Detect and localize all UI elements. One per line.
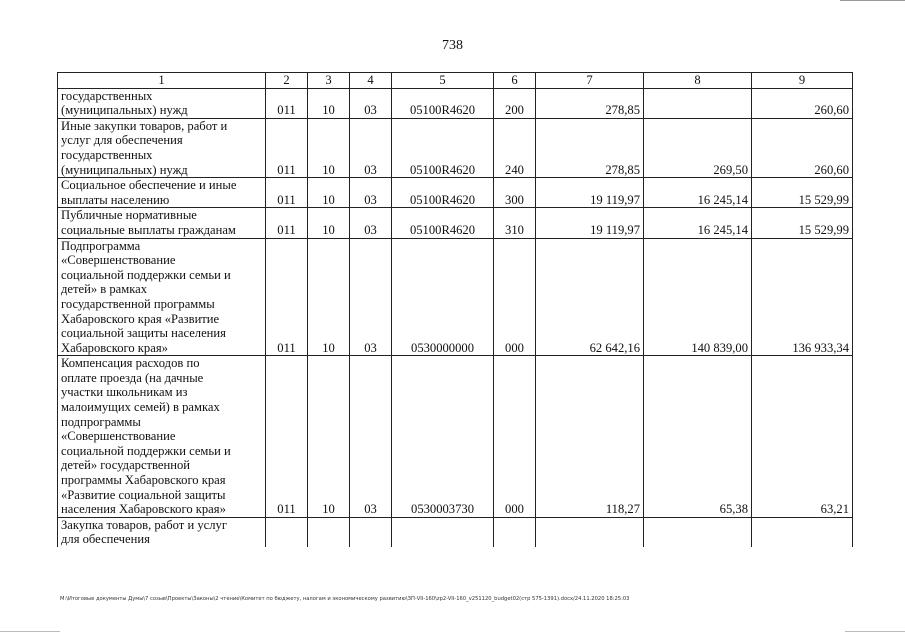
row-name-line: Социальное обеспечение и иные xyxy=(61,178,237,193)
cell-col-5: 05100R4620 xyxy=(392,88,494,118)
row-name-line: населения Хабаровского края» xyxy=(61,502,226,517)
cell-col-3: 10 xyxy=(308,88,350,118)
cell-col-9: 15 529,99 xyxy=(752,208,853,238)
cell-col-7: 19 119,97 xyxy=(536,178,644,208)
cell-col-8: 16 245,14 xyxy=(644,178,752,208)
table-row xyxy=(58,208,853,238)
table-row xyxy=(58,517,853,547)
row-name-line: (муниципальных) нужд xyxy=(61,103,188,118)
row-name-line: социальной поддержки семьи и xyxy=(61,267,231,282)
row-name-line: государственных xyxy=(61,147,153,162)
cell-col-8: 140 839,00 xyxy=(644,238,752,356)
cell-col-9 xyxy=(752,517,853,547)
table-row xyxy=(58,356,853,518)
row-name-line: выплаты населению xyxy=(61,192,170,207)
cell-col-3: 10 xyxy=(308,208,350,238)
row-name-line: участки школьникам из xyxy=(61,385,188,400)
column-header-2: 2 xyxy=(266,73,308,89)
row-name-line: Публичные нормативные xyxy=(61,208,197,223)
bottom-edge-rule-left xyxy=(0,631,60,632)
row-name-line: детей» в рамках xyxy=(61,282,148,297)
cell-col-9: 63,21 xyxy=(752,356,853,518)
cell-col-8: 65,38 xyxy=(644,356,752,518)
cell-col-8 xyxy=(644,517,752,547)
cell-col-4: 03 xyxy=(350,178,392,208)
column-number-row xyxy=(58,73,853,89)
cell-col-7: 118,27 xyxy=(536,356,644,518)
column-header-3: 3 xyxy=(308,73,350,89)
table-row xyxy=(58,238,853,356)
top-edge-rule xyxy=(840,0,905,1)
cell-col-6: 300 xyxy=(494,178,536,208)
cell-col-4: 03 xyxy=(350,238,392,356)
row-name-line: государственных xyxy=(61,88,153,103)
column-header-8: 8 xyxy=(644,73,752,89)
row-name-line: Иные закупки товаров, работ и xyxy=(61,118,228,133)
column-header-7: 7 xyxy=(536,73,644,89)
cell-col-9: 260,60 xyxy=(752,118,853,177)
row-name-line: оплате проезда (на дачные xyxy=(61,370,204,385)
cell-col-7: 62 642,16 xyxy=(536,238,644,356)
cell-col-8 xyxy=(644,88,752,118)
table-row xyxy=(58,88,853,118)
cell-col-3: 10 xyxy=(308,178,350,208)
row-name-cell xyxy=(58,356,266,518)
document-path-footer: М:\Итоговые документы Думы\7 созыв\Проекты\Законы\2 чтение\Комитет по бюджету, налогам и экономическому развитию\ЗП-VII-160\zp2-VII-160_v251120_budget02(стр 575-1391).docx/24.11.2020 18:25:03 xyxy=(60,596,630,602)
cell-col-9: 136 933,34 xyxy=(752,238,853,356)
row-name-line: подпрограммы xyxy=(61,414,141,429)
cell-col-9: 15 529,99 xyxy=(752,178,853,208)
row-name-line: Хабаровского края» xyxy=(61,340,168,355)
cell-col-6: 200 xyxy=(494,88,536,118)
column-header-4: 4 xyxy=(350,73,392,89)
cell-col-5 xyxy=(392,517,494,547)
row-name-line: (муниципальных) нужд xyxy=(61,162,188,177)
budget-table xyxy=(57,72,853,547)
cell-col-8: 269,50 xyxy=(644,118,752,177)
row-name-line: «Развитие социальной защиты xyxy=(61,487,226,502)
cell-col-6: 000 xyxy=(494,238,536,356)
bottom-edge-rule-right xyxy=(845,631,905,632)
cell-col-3: 10 xyxy=(308,118,350,177)
row-name-line: Хабаровского края «Развитие xyxy=(61,311,220,326)
cell-col-5: 0530003730 xyxy=(392,356,494,518)
cell-col-7: 19 119,97 xyxy=(536,208,644,238)
cell-col-2: 011 xyxy=(266,88,308,118)
cell-col-6: 000 xyxy=(494,356,536,518)
cell-col-2: 011 xyxy=(266,178,308,208)
cell-col-2: 011 xyxy=(266,238,308,356)
cell-col-5: 05100R4620 xyxy=(392,178,494,208)
table-row xyxy=(58,178,853,208)
cell-col-4: 03 xyxy=(350,118,392,177)
cell-col-7: 278,85 xyxy=(536,118,644,177)
row-name-line: социальные выплаты гражданам xyxy=(61,222,236,237)
row-name-cell xyxy=(58,88,266,118)
cell-col-5: 0530000000 xyxy=(392,238,494,356)
row-name-line: социальной поддержки семьи и xyxy=(61,443,231,458)
row-name-cell xyxy=(58,517,266,547)
cell-col-2: 011 xyxy=(266,356,308,518)
cell-col-7: 278,85 xyxy=(536,88,644,118)
row-name-line: социальной защиты населения xyxy=(61,326,226,341)
row-name-line: для обеспечения xyxy=(61,532,150,547)
cell-col-5: 05100R4620 xyxy=(392,118,494,177)
column-header-5: 5 xyxy=(392,73,494,89)
cell-col-6: 240 xyxy=(494,118,536,177)
cell-col-4: 03 xyxy=(350,208,392,238)
row-name-line: «Совершенствование xyxy=(61,429,176,444)
page-number: 738 xyxy=(442,38,463,53)
cell-col-8: 16 245,14 xyxy=(644,208,752,238)
row-name-line: малоимущих семей) в рамках xyxy=(61,400,220,415)
row-name-line: Компенсация расходов по xyxy=(61,356,200,371)
cell-col-3 xyxy=(308,517,350,547)
row-name-line: государственной программы xyxy=(61,296,215,311)
row-name-line: «Совершенствование xyxy=(61,253,176,268)
row-name-cell xyxy=(58,178,266,208)
column-header-1: 1 xyxy=(58,73,266,89)
cell-col-6: 310 xyxy=(494,208,536,238)
row-name-cell xyxy=(58,118,266,177)
column-header-6: 6 xyxy=(494,73,536,89)
cell-col-7 xyxy=(536,517,644,547)
cell-col-3: 10 xyxy=(308,238,350,356)
cell-col-4: 03 xyxy=(350,356,392,518)
cell-col-4: 03 xyxy=(350,88,392,118)
row-name-line: Подпрограмма xyxy=(61,238,141,253)
cell-col-6 xyxy=(494,517,536,547)
row-name-cell xyxy=(58,208,266,238)
cell-col-4 xyxy=(350,517,392,547)
cell-col-2: 011 xyxy=(266,118,308,177)
cell-col-2: 011 xyxy=(266,208,308,238)
column-header-9: 9 xyxy=(752,73,853,89)
cell-col-2 xyxy=(266,517,308,547)
row-name-line: детей» государственной xyxy=(61,458,191,473)
row-name-line: услуг для обеспечения xyxy=(61,133,183,148)
row-name-cell xyxy=(58,238,266,356)
cell-col-3: 10 xyxy=(308,356,350,518)
cell-col-5: 05100R4620 xyxy=(392,208,494,238)
table-row xyxy=(58,118,853,177)
row-name-line: Закупка товаров, работ и услуг xyxy=(61,517,227,532)
cell-col-9: 260,60 xyxy=(752,88,853,118)
row-name-line: программы Хабаровского края xyxy=(61,473,226,488)
